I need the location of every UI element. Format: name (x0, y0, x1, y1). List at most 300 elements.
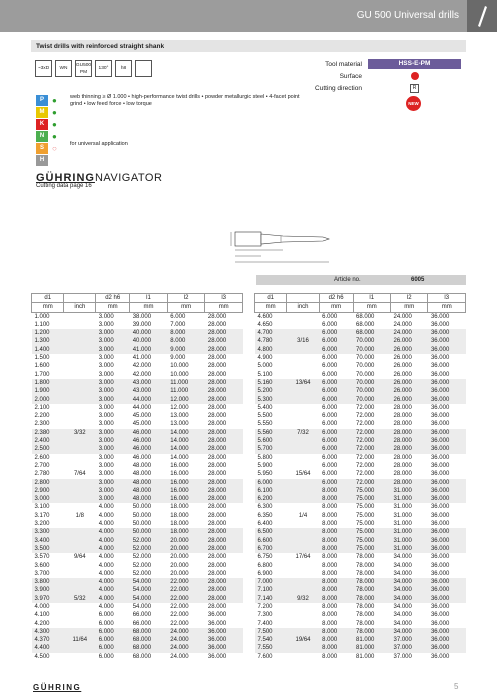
table-cell: 3.000 (98, 321, 114, 328)
table-cell: 12.000 (170, 404, 189, 411)
table-cell (64, 620, 96, 628)
table-cell (64, 354, 96, 362)
table-cell: 6.000 (322, 355, 338, 362)
table-cell: 18.000 (170, 521, 189, 528)
table-cell: 4.800 (255, 346, 287, 354)
table-cell: 6.000 (319, 337, 353, 345)
table-cell: 45.000 (132, 413, 152, 420)
table-cell: 34.000 (393, 562, 412, 569)
table-cell: 68.000 (130, 636, 168, 644)
table-cell: 68.000 (356, 321, 375, 328)
table-cell: 11.000 (167, 379, 205, 387)
table-row (255, 437, 466, 445)
material-rating: ● (52, 131, 57, 141)
table-cell: 6.350 (257, 512, 273, 519)
table-cell: 6.000 (96, 644, 130, 652)
table-cell: 37.000 (391, 636, 428, 644)
table-cell: 28.000 (207, 562, 227, 569)
table-cell: 5.100 (257, 371, 273, 378)
table-cell: 36.000 (430, 355, 450, 362)
table-cell: 8.000 (322, 504, 338, 511)
table-cell (287, 354, 319, 362)
article-number: 6005 (411, 277, 425, 283)
dimensions-table-left (31, 293, 243, 661)
table-cell: 7.540 (255, 636, 287, 644)
table-cell: 78.000 (356, 554, 375, 561)
table-cell: 1.100 (34, 321, 50, 328)
table-cell: 8.000 (322, 562, 338, 569)
table-cell (64, 603, 96, 611)
table-cell (287, 603, 319, 611)
table-cell: 36.000 (428, 495, 466, 503)
table-row (32, 545, 243, 553)
table-row (255, 611, 466, 619)
material-row (36, 130, 60, 142)
table-cell (64, 487, 96, 495)
table-cell: 36.000 (430, 612, 450, 619)
table-cell: 14.000 (167, 445, 205, 453)
table-row (32, 312, 243, 321)
table-cell: 6.000 (322, 454, 338, 461)
table-cell (287, 462, 319, 470)
table-row (32, 553, 243, 561)
table-cell (287, 420, 319, 428)
table-cell: 31.000 (393, 504, 412, 511)
table-cell: 31.000 (391, 495, 428, 503)
table-cell: 12.000 (167, 396, 205, 404)
material-rating: ● (52, 95, 57, 105)
table-cell: 14.000 (167, 437, 205, 445)
table-cell: 16.000 (167, 479, 205, 487)
table-cell: 15/64 (295, 471, 311, 478)
table-cell: 4.300 (32, 628, 64, 636)
table-cell: 22.000 (170, 603, 189, 610)
table-cell: 26.000 (391, 387, 428, 395)
table-cell: 36.000 (428, 595, 466, 603)
material-row (36, 106, 60, 118)
table-cell: 36.000 (430, 653, 450, 660)
table-cell: 70.000 (356, 363, 375, 370)
table-cell: 36.000 (428, 387, 466, 395)
table-cell: 8.000 (319, 545, 353, 553)
dimensions-table-right (254, 293, 466, 661)
table-cell: 50.000 (132, 512, 152, 519)
table-cell (287, 586, 319, 594)
table-cell: 75.000 (353, 537, 390, 545)
table-cell (64, 462, 96, 470)
table-cell: 26.000 (393, 371, 412, 378)
table-cell: 3.000 (96, 445, 130, 453)
cutting-direction-icon: R (410, 84, 419, 93)
table-cell: 6.000 (319, 479, 353, 487)
table-cell: 36.000 (430, 321, 450, 328)
table-cell: 8.000 (322, 620, 338, 627)
table-cell: 43.000 (130, 387, 168, 395)
gu500-pm-icon (75, 60, 92, 77)
table-row (255, 387, 466, 395)
table-row (255, 603, 466, 611)
table-cell: 28.000 (205, 528, 243, 536)
unit-cell: mm (167, 303, 205, 312)
table-row (32, 595, 243, 603)
table-cell: 26.000 (391, 396, 428, 404)
table-cell: 6.000 (319, 429, 353, 437)
table-row (32, 445, 243, 453)
table-cell: 4.000 (98, 554, 114, 561)
table-cell (64, 404, 96, 412)
table-cell: 36.000 (430, 363, 450, 370)
table-cell: 7/32 (287, 429, 319, 437)
table-cell: 5.000 (257, 363, 273, 370)
table-cell: 70.000 (353, 387, 390, 395)
table-cell: 3.000 (98, 454, 114, 461)
table-cell: 3.000 (96, 437, 130, 445)
table-row (32, 495, 243, 503)
table-cell: 66.000 (132, 612, 152, 619)
table-cell: 5.950 (257, 471, 273, 478)
table-cell: 36.000 (430, 620, 450, 627)
table-cell: 36.000 (430, 454, 450, 461)
table-cell: 70.000 (356, 371, 375, 378)
header-title: GU 500 Universal drills (356, 10, 459, 21)
table-cell: 36.000 (205, 628, 243, 636)
table-cell (64, 312, 96, 321)
table-cell: 34.000 (393, 570, 412, 577)
article-bar (256, 275, 466, 285)
table-cell: 18.000 (170, 504, 189, 511)
table-cell: 28.000 (207, 570, 227, 577)
table-cell (287, 503, 319, 511)
table-cell: 42.000 (132, 371, 152, 378)
table-cell: 22.000 (167, 586, 205, 594)
table-cell: 5.800 (257, 454, 273, 461)
table-row (255, 329, 466, 337)
table-row (32, 620, 243, 628)
table-cell: 72.000 (356, 404, 375, 411)
table-cell: 8.000 (322, 603, 338, 610)
table-cell: 36.000 (428, 528, 466, 536)
table-cell: 52.000 (132, 570, 152, 577)
table-row (32, 562, 243, 570)
table-cell: 3/16 (287, 337, 319, 345)
table-row (255, 512, 466, 520)
table-row (32, 611, 243, 619)
table-cell (64, 479, 96, 487)
table-cell: 41.000 (130, 346, 168, 354)
table-cell: 1.800 (32, 379, 64, 387)
table-cell: 7.400 (257, 620, 273, 627)
table-cell: 36.000 (428, 429, 466, 437)
table-cell: 4.400 (32, 644, 64, 652)
table-cell: 6.700 (255, 545, 287, 553)
table-cell: 4.500 (34, 653, 50, 660)
table-cell: 43.000 (130, 379, 168, 387)
table-cell: 5.700 (255, 445, 287, 453)
table-cell: 6.000 (98, 653, 114, 660)
table-cell: 78.000 (356, 570, 375, 577)
table-cell: 72.000 (353, 429, 390, 437)
table-cell: 36.000 (430, 471, 450, 478)
column-header: l3 (428, 294, 466, 303)
table-cell (64, 611, 96, 619)
table-row (32, 396, 243, 404)
cutting-data-ref: Cutting data page 16 (36, 183, 92, 189)
table-cell (287, 387, 319, 395)
table-cell: 3.000 (98, 313, 114, 320)
table-cell: 78.000 (356, 612, 375, 619)
table-row (255, 636, 466, 644)
table-cell: 4.000 (98, 521, 114, 528)
table-cell (287, 445, 319, 453)
table-cell: 8.000 (322, 570, 338, 577)
table-cell: 17/64 (295, 554, 311, 561)
table-cell: 3.000 (98, 371, 114, 378)
table-cell: 8.000 (319, 528, 353, 536)
table-cell: 28.000 (205, 487, 243, 495)
material-row (36, 154, 60, 166)
table-cell: 6.000 (98, 620, 114, 627)
surface-icon (411, 72, 419, 80)
table-cell: 3.900 (32, 586, 64, 594)
table-cell: 16.000 (170, 462, 189, 469)
table-cell: 24.000 (393, 321, 412, 328)
table-cell: 34.000 (391, 586, 428, 594)
table-cell (64, 628, 96, 636)
table-row (32, 379, 243, 387)
table-cell: 28.000 (205, 396, 243, 404)
table-cell: 28.000 (205, 445, 243, 453)
table-cell: 7.000 (170, 321, 186, 328)
table-cell: 36.000 (428, 337, 466, 345)
table-row (255, 545, 466, 553)
table-cell: 28.000 (205, 495, 243, 503)
table-cell: 6.000 (319, 329, 353, 337)
table-cell: 16.000 (170, 471, 189, 478)
table-row (32, 487, 243, 495)
table-cell: 3.000 (98, 413, 114, 420)
table-row (32, 346, 243, 354)
table-cell: 8.000 (319, 586, 353, 594)
table-cell (64, 396, 96, 404)
table-cell: 22.000 (167, 595, 205, 603)
table-cell: 36.000 (430, 413, 450, 420)
table-cell: 7.140 (255, 595, 287, 603)
material-row (36, 94, 60, 106)
table-cell: 50.000 (132, 504, 152, 511)
table-cell: 9/64 (73, 554, 86, 561)
table-cell (287, 528, 319, 536)
table-cell: 2.400 (32, 437, 64, 445)
table-cell: 8.000 (319, 636, 353, 644)
table-cell (64, 545, 96, 553)
table-cell: 54.000 (132, 603, 152, 610)
table-cell: 28.000 (207, 313, 227, 320)
table-row (255, 528, 466, 536)
table-cell: 13/64 (287, 379, 319, 387)
table-cell: 5/32 (64, 595, 96, 603)
table-cell: 6.800 (257, 562, 273, 569)
table-row (32, 437, 243, 445)
table-cell: 7.000 (255, 578, 287, 586)
table-cell: 28.000 (205, 537, 243, 545)
table-cell: 31.000 (393, 521, 412, 528)
table-row (32, 354, 243, 362)
column-header (287, 294, 319, 303)
table-cell: 78.000 (353, 578, 390, 586)
table-cell: 6.000 (96, 636, 130, 644)
table-cell: 36.000 (430, 554, 450, 561)
table-cell (287, 437, 319, 445)
table-cell: 1.500 (34, 355, 50, 362)
table-row (255, 346, 466, 354)
table-cell (287, 487, 319, 495)
table-cell (287, 495, 319, 503)
table-cell: 6.000 (322, 313, 338, 320)
page-number: 5 (454, 682, 459, 691)
table-cell: 46.000 (130, 437, 168, 445)
table-cell: 36.000 (428, 329, 466, 337)
table-row (255, 371, 466, 379)
new-badge: NEW (406, 96, 421, 111)
table-cell: 18.000 (170, 512, 189, 519)
tool-logo-icon (467, 0, 497, 32)
table-cell: 70.000 (353, 379, 390, 387)
table-cell: 68.000 (130, 644, 168, 652)
table-cell: 8.000 (322, 653, 338, 660)
table-cell: 14.000 (167, 429, 205, 437)
table-cell: 28.000 (205, 387, 243, 395)
gu500-pm-label: GU500 PM (75, 62, 92, 75)
table-cell: 4.000 (96, 578, 130, 586)
table-cell: 6.000 (255, 479, 287, 487)
table-cell: 6.000 (322, 413, 338, 420)
table-cell: 70.000 (353, 346, 390, 354)
table-cell: 41.000 (132, 355, 152, 362)
table-cell: 36.000 (428, 379, 466, 387)
table-cell: 8.000 (319, 628, 353, 636)
table-cell: 48.000 (130, 487, 168, 495)
table-cell: 28.000 (391, 479, 428, 487)
tool-properties (300, 58, 461, 94)
footer-logo: GÜHRING (33, 683, 82, 692)
table-cell: 5.400 (257, 404, 273, 411)
table-cell: 2.800 (32, 479, 64, 487)
table-cell: 3.570 (34, 554, 50, 561)
table-row (32, 371, 243, 379)
table-cell: 75.000 (353, 487, 390, 495)
table-cell: 20.000 (167, 545, 205, 553)
table-cell (64, 371, 96, 379)
table-cell: 28.000 (207, 321, 227, 328)
table-cell: 26.000 (393, 355, 412, 362)
unit-cell: mm (255, 303, 287, 312)
table-cell: 28.000 (207, 363, 227, 370)
table-row (255, 628, 466, 636)
table-cell: 36.000 (428, 586, 466, 594)
table-cell: 5.500 (257, 413, 273, 420)
table-cell: 3.970 (32, 595, 64, 603)
tool-material-value: HSS-E-PM (368, 59, 461, 69)
table-cell: 10.000 (170, 371, 189, 378)
table-cell: 3.800 (32, 578, 64, 586)
table-row (32, 644, 243, 652)
surface-label: Surface (339, 72, 362, 80)
table-cell: 10.000 (170, 363, 189, 370)
table-row (32, 503, 243, 511)
table-row (255, 362, 466, 370)
table-row (32, 603, 243, 611)
cutting-direction-label: Cutting direction (315, 84, 362, 92)
table-cell: 36.000 (207, 620, 227, 627)
column-header: l1 (130, 294, 168, 303)
table-cell: 28.000 (205, 379, 243, 387)
table-cell: 20.000 (170, 570, 189, 577)
table-row (255, 396, 466, 404)
table-cell: 24.000 (170, 653, 189, 660)
table-row (255, 379, 466, 387)
table-cell: 36.000 (428, 578, 466, 586)
material-code-p: P (36, 95, 48, 106)
table-cell: 72.000 (353, 479, 390, 487)
table-cell: 54.000 (130, 578, 168, 586)
table-cell: 28.000 (207, 421, 227, 428)
table-cell: 70.000 (353, 396, 390, 404)
table-cell: 50.000 (130, 528, 168, 536)
table-cell: 54.000 (130, 586, 168, 594)
table-cell: 52.000 (132, 562, 152, 569)
table-cell: 45.000 (132, 421, 152, 428)
table-cell: 37.000 (391, 644, 428, 652)
table-cell: 34.000 (391, 595, 428, 603)
table-cell: 36.000 (430, 521, 450, 528)
length-3xd-icon (35, 60, 52, 77)
table-cell: 4.000 (98, 603, 114, 610)
table-row (255, 503, 466, 511)
table-cell: 34.000 (391, 578, 428, 586)
table-cell: 8.000 (322, 554, 338, 561)
column-header: d1 (255, 294, 287, 303)
table-cell: 3.000 (96, 379, 130, 387)
table-cell: 28.000 (207, 471, 227, 478)
length-3xd-label: ~3xD (37, 66, 50, 71)
table-cell (64, 537, 96, 545)
table-cell: 4.000 (98, 562, 114, 569)
table-cell: 8.000 (319, 578, 353, 586)
table-cell: 4.000 (98, 512, 114, 519)
table-cell: 28.000 (205, 586, 243, 594)
unit-cell: mm (391, 303, 428, 312)
table-row (255, 495, 466, 503)
table-cell: 8.000 (319, 595, 353, 603)
table-cell: 52.000 (132, 554, 152, 561)
table-cell (64, 420, 96, 428)
table-cell: 7.550 (255, 644, 287, 652)
unit-cell: mm (205, 303, 243, 312)
table-cell: 46.000 (132, 454, 152, 461)
table-cell: 28.000 (205, 578, 243, 586)
table-cell: 48.000 (130, 479, 168, 487)
spec-icons (35, 60, 152, 77)
table-cell (64, 321, 96, 329)
material-desc-universal: for universal application (70, 141, 128, 147)
table-cell: 6.300 (257, 504, 273, 511)
table-cell: 5.200 (255, 387, 287, 395)
table-row (255, 354, 466, 362)
table-cell: 3.000 (96, 495, 130, 503)
table-cell (287, 404, 319, 412)
column-header: l3 (205, 294, 243, 303)
table-cell (287, 362, 319, 370)
